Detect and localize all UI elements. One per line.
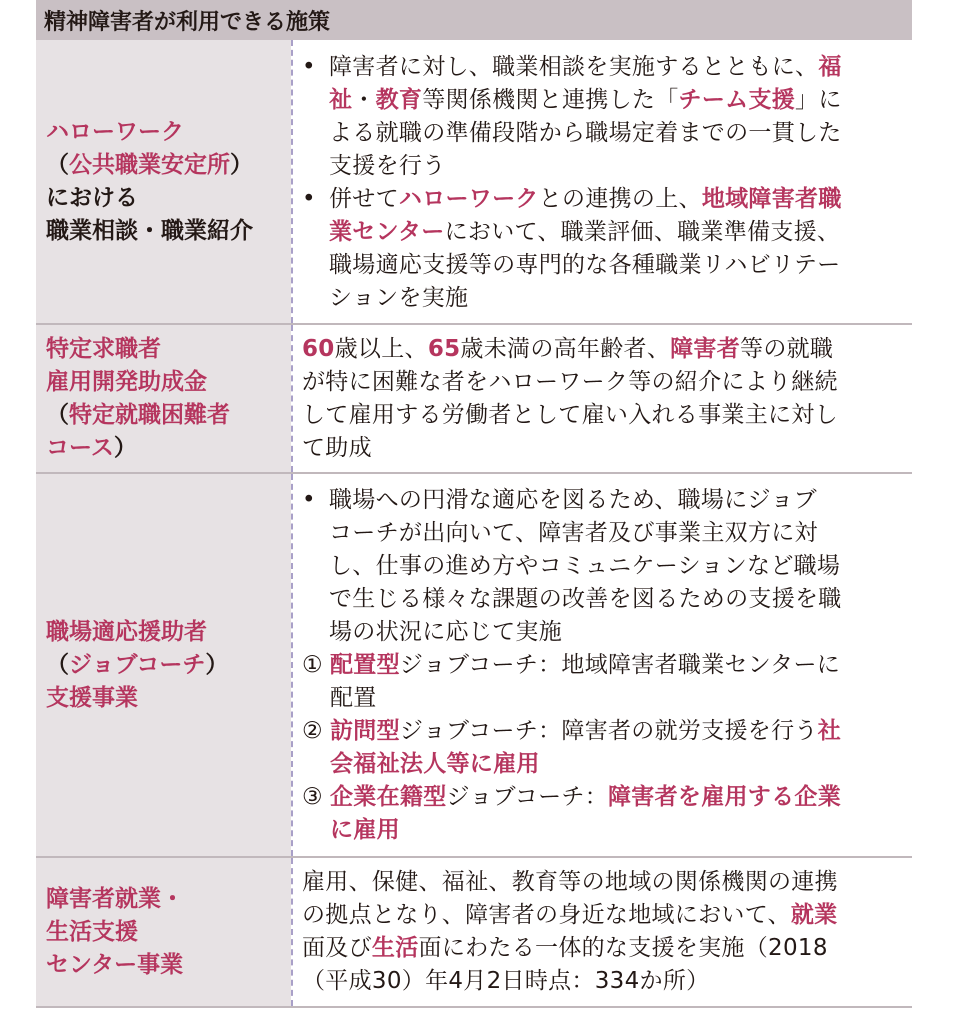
highlighted-term: 福 [818,53,842,80]
text-line [330,649,902,682]
text-segment: 歳未満の高年齢者、 [460,335,671,362]
text-line [302,965,902,998]
text-line [329,216,902,249]
text-segment: よる就職の準備段階から職場定着までの一貫した [329,119,842,146]
text-line [46,182,291,215]
number-marker: ① [302,651,323,678]
highlighted-term: 配置型 [330,651,400,678]
text-segment: ） [205,651,229,678]
text-line [329,583,902,616]
text-segment: において、職業評価、職業準備支援、 [444,218,841,245]
text-segment: 等関係機関と連携した「 [422,86,679,113]
text-segment: 歳以上、 [334,335,428,362]
highlighted-term: ジョブコーチ [69,651,206,678]
highlighted-term: 障害者就業・ [46,885,184,912]
text-segment: ジョブコーチ： [446,783,608,810]
text-line [330,814,902,847]
policy-table [36,0,912,1008]
text-segment: 面及び [302,935,372,961]
text-line [46,949,291,982]
text-line [46,399,291,432]
text-line [302,366,902,399]
text-line [46,116,291,149]
highlighted-term: 生活 [371,935,419,961]
text-line [329,117,902,150]
text-segment: コーチが出向いて、障害者及び事業主双方に対 [329,519,818,546]
text-segment: が特に困難な者をハローワーク等の紹介により継続 [302,368,838,395]
highlighted-term: 65 [427,335,461,362]
text-line [330,781,902,814]
list-item [302,484,902,649]
highlighted-term: 雇用開発助成金 [46,368,207,395]
row-content [291,858,912,1006]
item-text [329,51,902,183]
text-segment: で生じる様々な課題の改善を図るための支援を職 [329,585,842,612]
text-line [330,715,902,748]
text-line [329,484,902,517]
text-segment: 職業相談・職業紹介 [46,217,253,244]
text-line [329,150,902,183]
text-line [329,517,902,550]
text-line [329,282,902,315]
text-line [329,616,902,649]
bullet-marker: • [302,486,316,513]
paragraph [302,866,902,998]
highlighted-term: 企業在籍型 [330,783,447,810]
highlighted-term: 支援事業 [46,684,138,711]
row-label [36,474,291,856]
text-line [329,51,902,84]
text-line [329,249,902,282]
highlighted-term: 生活支援 [46,918,138,945]
number-marker: ② [302,717,323,744]
text-line [302,932,902,965]
text-segment: 面にわたる一体的な支援を実施（2018 [418,935,828,961]
list-item [302,781,902,847]
highlighted-term: に雇用 [330,816,400,843]
row-content [291,40,912,323]
highlighted-term: チーム支援 [678,86,796,113]
text-segment: ） [113,434,137,461]
text-segment: ） [230,151,253,178]
highlighted-term: コース [46,434,114,461]
text-line [46,333,291,366]
highlighted-term: 会福祉法人等に雇用 [330,750,540,777]
text-segment: 雇用、保健、福祉、教育等の地域の関係機関の連携 [302,869,838,895]
highlighted-term: センター事業 [46,951,184,978]
row-label [36,858,291,1006]
highlighted-term: 障害者を雇用する企業 [608,783,841,810]
text-line [46,366,291,399]
bullet-marker: • [302,185,316,212]
highlighted-term: 業センター [329,218,445,245]
text-line [330,682,902,715]
item-text [329,183,902,315]
text-segment: 」に [795,86,842,113]
text-segment: 職場への円滑な適応を図るため、職場にジョブ [329,486,817,513]
text-segment: との連携の上、 [538,185,702,212]
text-segment: （ [46,401,69,428]
number-marker: ③ [302,783,323,810]
text-line [302,866,902,899]
text-line [329,183,902,216]
item-text [302,866,902,998]
text-segment: ジョブコーチ：地域障害者職業センターに [399,651,841,678]
text-line [329,84,902,117]
text-segment: 等の就職 [740,335,834,362]
text-segment: における [46,184,138,211]
row-label [36,325,291,472]
text-segment: ・ [352,86,376,113]
list-item [302,715,902,781]
table-row-support-center [36,858,912,1008]
text-line [46,916,291,949]
item-text [330,715,902,781]
item-text [302,333,902,465]
text-line [46,682,291,715]
text-segment: ションを実施 [329,284,469,311]
text-segment: ジョブコーチ：障害者の就労支援を行う [399,717,818,744]
row-content [291,474,912,856]
table-row-subsidy [36,325,912,474]
highlighted-term: 祉 [329,86,353,113]
highlighted-term: 職場適応援助者 [46,618,207,645]
text-line [46,649,291,682]
highlighted-term: 地域障害者職 [701,185,842,212]
text-segment: （ [46,151,69,178]
text-segment: 併せて [329,185,399,212]
text-segment: 職場適応支援等の専門的な各種職業リハビリテー [329,251,841,278]
text-line [302,432,902,465]
list-item [302,51,902,183]
highlighted-term: 教育 [375,86,423,113]
text-segment: 障害者に対し、職業相談を実施するとともに、 [329,53,819,80]
row-label [36,40,291,323]
highlighted-term: 障害者 [670,335,741,362]
text-segment: し、仕事の進め方やコミュニケーションなど職場 [329,552,841,579]
table-header [36,0,912,40]
text-segment: 場の状況に応じて実施 [329,618,562,645]
highlighted-term: 特定求職者 [46,335,161,362]
text-segment: て助成 [302,434,372,461]
text-line [46,432,291,465]
text-line [302,333,902,366]
text-line [46,883,291,916]
text-segment: 配置 [330,684,377,711]
table-row-hello-work [36,40,912,325]
text-line [46,616,291,649]
paragraph [302,333,902,465]
text-line [302,899,902,932]
bullet-marker: • [302,53,316,80]
text-segment: 支援を行う [329,152,446,179]
highlighted-term: ハローワーク [398,185,539,212]
highlighted-term: 就業 [790,902,838,928]
text-segment: の拠点となり、障害者の身近な地域において、 [302,902,791,928]
highlighted-term: 社 [817,717,842,744]
highlighted-term: ハローワーク [46,118,184,145]
highlighted-term: 60 [302,335,335,362]
list-item [302,649,902,715]
text-segment: （ [46,651,69,678]
list-item [302,183,902,315]
table-row-job-coach [36,474,912,858]
text-line [46,149,291,182]
text-line [302,399,902,432]
row-content [291,325,912,472]
table-title: 精神障害者が利用できる施策 [44,9,331,35]
text-segment: （平成30）年4月2日時点：334か所） [302,968,710,994]
text-line [330,748,902,781]
item-text [329,484,902,649]
text-segment: して雇用する労働者として雇い入れる事業主に対し [302,401,838,428]
highlighted-term: 訪問型 [330,717,400,744]
highlighted-term: 特定就職困難者 [69,401,230,428]
text-line [46,215,291,248]
item-text [330,781,902,847]
highlighted-term: 公共職業安定所 [69,151,230,178]
text-line [329,550,902,583]
item-text [330,649,902,715]
